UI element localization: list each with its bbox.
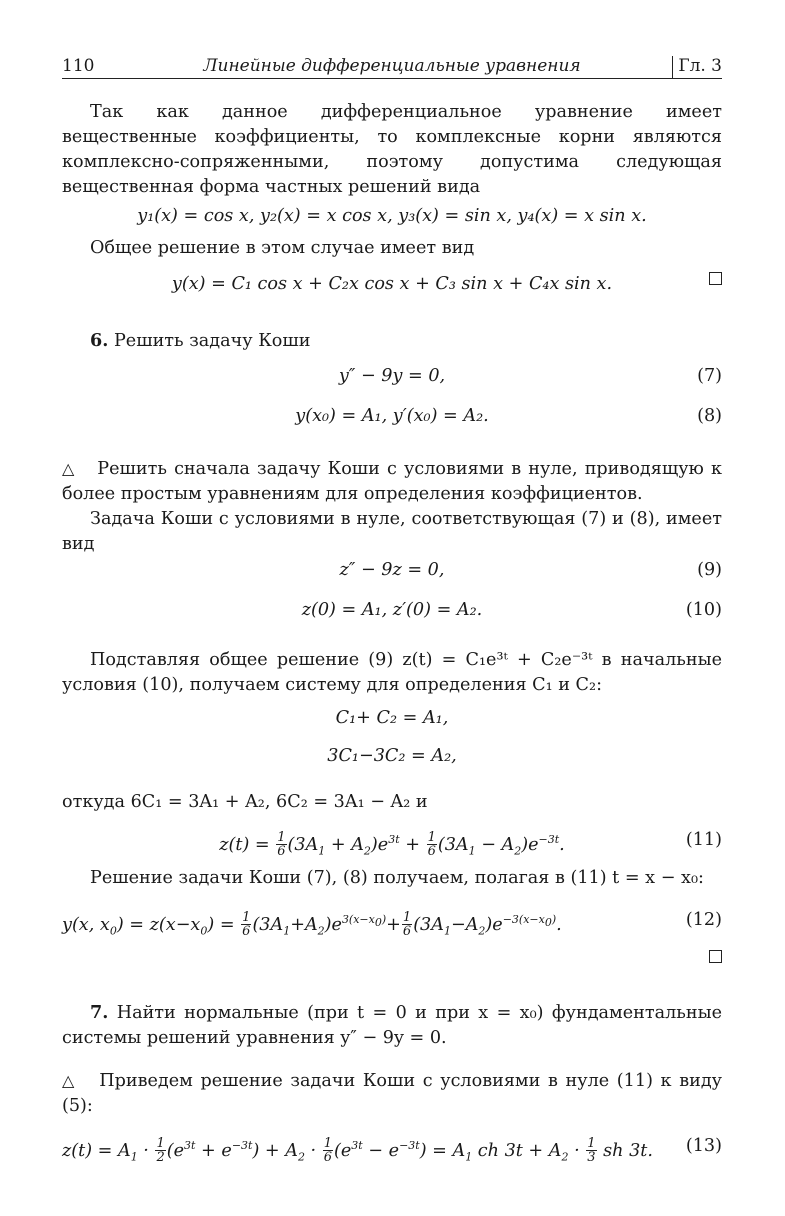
running-title: Линейные дифференциальные уравнения (203, 56, 581, 76)
square-outline-icon (709, 272, 722, 285)
equation-11: z(t) = $\frac{1}{6}$ $(3A_1 + A_2)e^{3t}$ + $\frac{1}{6}$ $(3A_1 - A_2)e^{-3t}$. (11) (62, 824, 722, 856)
book-page (62, 48, 723, 1166)
equation-tag-13: (13) (685, 1136, 722, 1156)
paragraph-real-form: Так как данное дифференциальное уравнение имеет вещественные коэффициенты, то комплексные корни являются комплексно-сопряженными, поэтому допустима следующая вещественная форма частных решений вида (62, 102, 722, 197)
system-line-2: 3C₁−3C₂ = A₂, (327, 746, 457, 766)
equation-tag-7: (7) (697, 366, 722, 386)
triangle-outline-icon: △ (62, 1071, 77, 1090)
equation-particular-solutions: y₁(x) = cos x, y₂(x) = x cos x, y₃(x) = sin x, y₄(x) = x sin x. (137, 206, 647, 226)
chapter-label: Гл. 3 (672, 56, 722, 78)
problem-6-solution-p2: Задача Коши с условиями в нуле, соответствующая (7) и (8), имеет вид (62, 509, 722, 554)
problem-6-solution-p4: откуда 6C₁ = 3A₁ + A₂, 6C₂ = 3A₁ − A₂ и (62, 792, 428, 812)
problem-6-solution-p5: Решение задачи Коши (7), (8) получаем, полагая в (11) t = x − x₀: (90, 868, 704, 888)
equation-tag-8: (8) (697, 406, 722, 426)
equation-9: z″ − 9z = 0, (9) (62, 554, 722, 586)
problem-7-text: Найти нормальные (при t = 0 и при x = x₀) фундаментальные системы решений уравнения y″ − 9y = 0. (62, 1003, 722, 1048)
problem-6-text: Решить задачу Коши (113, 331, 311, 351)
equation-tag-12: (12) (685, 910, 722, 930)
equation-10: z(0) = A₁, z′(0) = A₂. (10) (62, 594, 722, 626)
paragraph-general-solution: Общее решение в этом случае имеет вид (90, 238, 475, 258)
problem-6-statement (62, 328, 722, 354)
system-line-1: C₁+ C₂ = A₁, (335, 708, 449, 728)
equation-12: y(x, $x_0) = z(x-x_0)$ = $\frac{1}{6}$ $(3A_1+A_2)e^{3(x-x_0)}+$ $\frac{1}{6}$ $(3A_1-A_2)e^{-3(x-x_0)}$. (12) (62, 904, 722, 936)
problem-7-statement (62, 1000, 722, 1051)
problem-7-number: 7. (90, 1002, 109, 1023)
running-header (62, 48, 722, 79)
problem-6-solution-p3: Подставляя общее решение (9) z(t) = C₁e³ᵗ + C₂e⁻³ᵗ в начальные условия (10), получаем систему для определения C₁ и C₂: (62, 650, 722, 695)
equation-13: $z(t) = A_1$ · $\frac{1}{2}$ $(e^{3t} + e^{-3t}) + A_2$ · $\frac{1}{6}$ $(e^{3t} - e^{-3t}) = A_1$ ch $3t + A_2$ · $\frac{1}{3}$ sh 3t. (13) (62, 1130, 722, 1162)
problem-6-number: 6. (90, 330, 109, 351)
triangle-outline-icon: △ (62, 459, 76, 478)
equation-8: y(x₀) = A₁, y′(x₀) = A₂. (8) (62, 400, 722, 432)
equation-7: y″ − 9y = 0, (7) (62, 360, 722, 392)
problem-7-solution-intro: △ Приведем решение задачи Коши с условиями в нуле (11) к виду (5): (62, 1071, 723, 1116)
equation-tag-9: (9) (697, 560, 722, 580)
square-outline-icon (709, 950, 722, 963)
equation-tag-10: (10) (685, 600, 722, 620)
problem-6-solution-intro: △ Решить сначала задачу Коши с условиями в нуле, приводящую к более простым уравнениям для определения коэффициентов. (62, 459, 722, 504)
equation-general-solution: y(x) = C₁ cos x + C₂x cos x + C₃ sin x + C₄x sin x. (62, 268, 722, 300)
equation-tag-11: (11) (685, 830, 722, 850)
page-number: 110 (62, 56, 95, 76)
